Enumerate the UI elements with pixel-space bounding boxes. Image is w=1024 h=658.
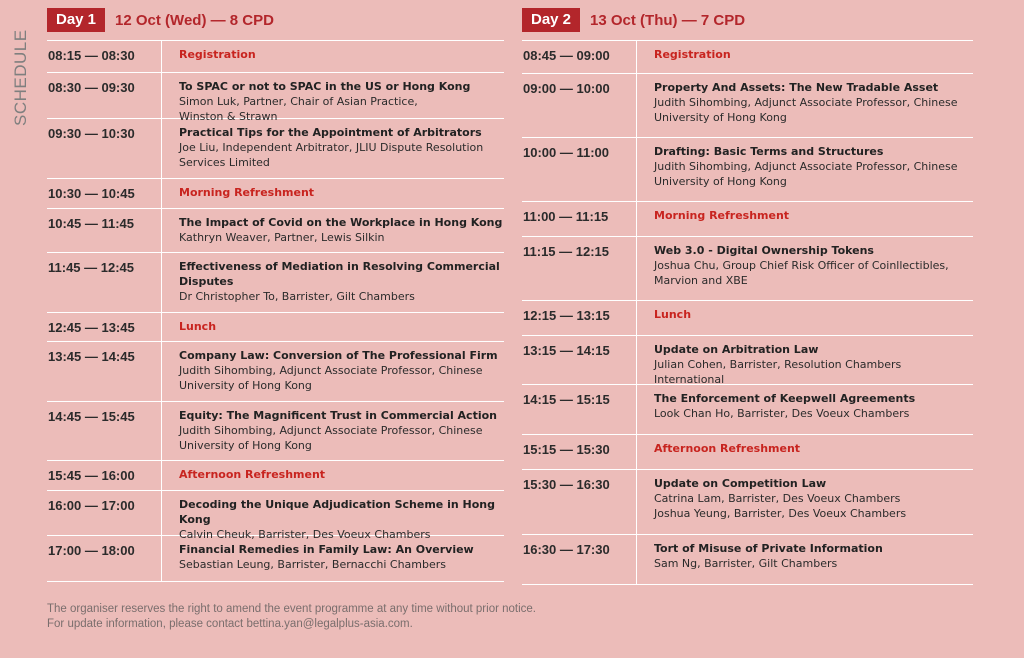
session-speaker: University of Hong Kong xyxy=(179,379,312,392)
session-details xyxy=(162,536,474,581)
session-title: Equity: The Magnificent Trust in Commercial Action xyxy=(179,409,497,422)
schedule-row xyxy=(47,73,504,123)
session-details xyxy=(637,435,800,469)
break-label: Lunch xyxy=(654,308,692,321)
session-speaker: Look Chan Ho, Barrister, Des Voeux Chambers xyxy=(654,407,910,420)
session-details xyxy=(637,470,906,534)
schedule-row xyxy=(47,40,504,73)
session-details xyxy=(162,402,497,460)
break-label: Morning Refreshment xyxy=(654,209,790,222)
session-time: 17:00 — 18:00 xyxy=(47,536,162,581)
schedule-row xyxy=(522,202,973,237)
session-time: 16:30 — 17:30 xyxy=(522,535,637,584)
schedule-row xyxy=(47,491,504,541)
session-details xyxy=(637,237,949,300)
schedule-row xyxy=(522,385,973,435)
schedule-row xyxy=(522,237,973,301)
disclaimer-note: The organiser reserves the right to amend the event programme at any time without prior notice. xyxy=(47,603,536,615)
session-title: Property And Assets: The New Tradable Asset xyxy=(654,81,939,94)
session-time: 13:45 — 14:45 xyxy=(47,342,162,401)
session-details xyxy=(637,301,691,335)
schedule-row xyxy=(522,336,973,385)
day1-badge: Day 1 xyxy=(47,8,105,32)
session-time: 08:15 — 08:30 xyxy=(47,41,162,72)
session-details xyxy=(637,336,973,384)
session-title: Decoding the Unique Adjudication Scheme in Hong Kong xyxy=(179,498,495,526)
session-time: 10:45 — 11:45 xyxy=(47,209,162,252)
session-time: 15:30 — 16:30 xyxy=(522,470,637,534)
session-title: Practical Tips for the Appointment of Arbitrators xyxy=(179,126,482,139)
break-label: Lunch xyxy=(179,320,217,333)
session-time: 14:45 — 15:45 xyxy=(47,402,162,460)
session-time: 09:30 — 10:30 xyxy=(47,119,162,178)
session-speaker: Joshua Chu, Group Chief Risk Officer of Coinllectibles, xyxy=(654,259,949,272)
session-speaker: Judith Sihombing, Adjunct Associate Professor, Chinese xyxy=(179,424,483,437)
schedule-row xyxy=(522,435,973,470)
schedule-row xyxy=(47,342,504,402)
break-label: Morning Refreshment xyxy=(179,186,315,199)
session-details xyxy=(637,202,789,236)
session-details xyxy=(162,209,502,252)
session-speaker: Dr Christopher To, Barrister, Gilt Chambers xyxy=(179,290,415,303)
schedule-row xyxy=(47,179,504,209)
session-title: To SPAC or not to SPAC in the US or Hong Kong xyxy=(179,80,471,93)
schedule-side-label: SCHEDULE xyxy=(11,29,30,126)
session-time: 13:15 — 14:15 xyxy=(522,336,637,384)
session-time: 12:45 — 13:45 xyxy=(47,313,162,341)
session-time: 14:15 — 15:15 xyxy=(522,385,637,434)
session-time: 11:15 — 12:15 xyxy=(522,237,637,300)
session-speaker: Marvion and XBE xyxy=(654,274,748,287)
session-details xyxy=(162,41,256,72)
schedule-row xyxy=(522,470,973,535)
footer-notes xyxy=(47,602,536,632)
day1-schedule-list xyxy=(47,40,504,582)
session-title: Update on Arbitration Law xyxy=(654,343,819,356)
day2-header xyxy=(522,8,973,32)
session-speaker: University of Hong Kong xyxy=(654,111,787,124)
session-time: 15:45 — 16:00 xyxy=(47,461,162,490)
schedule-row xyxy=(47,402,504,461)
session-details xyxy=(162,491,504,541)
session-title: The Impact of Covid on the Workplace in Hong Kong xyxy=(179,216,503,229)
session-time: 11:00 — 11:15 xyxy=(522,202,637,236)
schedule-row xyxy=(47,461,504,491)
session-details xyxy=(637,41,731,73)
session-details xyxy=(637,385,915,434)
schedule-row xyxy=(522,40,973,74)
session-speaker: Services Limited xyxy=(179,156,270,169)
session-speaker: Kathryn Weaver, Partner, Lewis Silkin xyxy=(179,231,385,244)
session-speaker: Sebastian Leung, Barrister, Bernacchi Chambers xyxy=(179,558,447,571)
session-time: 12:15 — 13:15 xyxy=(522,301,637,335)
contact-note: For update information, please contact bettina.yan@legalplus-asia.com. xyxy=(47,618,413,630)
session-title: Effectiveness of Mediation in Resolving Commercial Disputes xyxy=(179,260,500,288)
break-label: Registration xyxy=(654,48,731,61)
session-speaker: Judith Sihombing, Adjunct Associate Professor, Chinese xyxy=(654,160,958,173)
session-time: 10:00 — 11:00 xyxy=(522,138,637,201)
session-title: The Enforcement of Keepwell Agreements xyxy=(654,392,916,405)
session-speaker: Julian Cohen, Barrister, Resolution Chambers International xyxy=(654,358,902,386)
session-details xyxy=(162,179,314,208)
session-time: 16:00 — 17:00 xyxy=(47,491,162,535)
schedule-row xyxy=(522,138,973,202)
session-details xyxy=(637,74,958,137)
session-title: Tort of Misuse of Private Information xyxy=(654,542,883,555)
break-label: Afternoon Refreshment xyxy=(654,442,801,455)
session-speaker: Catrina Lam, Barrister, Des Voeux Chambers xyxy=(654,492,901,505)
session-details xyxy=(162,342,498,401)
day2-schedule-list xyxy=(522,40,973,585)
session-time: 11:45 — 12:45 xyxy=(47,253,162,312)
day2-column xyxy=(522,8,973,585)
session-time: 10:30 — 10:45 xyxy=(47,179,162,208)
schedule-row xyxy=(47,313,504,342)
schedule-row xyxy=(47,209,504,253)
session-time: 09:00 — 10:00 xyxy=(522,74,637,137)
session-details xyxy=(637,138,958,201)
session-title: Drafting: Basic Terms and Structures xyxy=(654,145,884,158)
schedule-row xyxy=(47,536,504,582)
schedule-row xyxy=(47,119,504,179)
session-time: 15:15 — 15:30 xyxy=(522,435,637,469)
session-title: Financial Remedies in Family Law: An Overview xyxy=(179,543,474,556)
session-time: 08:30 — 09:30 xyxy=(47,73,162,118)
session-details xyxy=(162,73,471,123)
session-details xyxy=(162,119,483,178)
session-speaker: Sam Ng, Barrister, Gilt Chambers xyxy=(654,557,838,570)
schedule-row xyxy=(47,253,504,313)
break-label: Afternoon Refreshment xyxy=(179,468,326,481)
day1-title: 12 Oct (Wed) — 8 CPD xyxy=(115,11,274,29)
session-speaker: University of Hong Kong xyxy=(179,439,312,452)
session-speaker: Calvin Cheuk, Barrister, Des Voeux Chambers xyxy=(179,528,431,541)
session-details xyxy=(637,535,883,584)
schedule-row xyxy=(522,74,973,138)
session-details xyxy=(162,253,504,312)
schedule-row xyxy=(522,301,973,336)
session-speaker: Joshua Yeung, Barrister, Des Voeux Chambers xyxy=(654,507,907,520)
session-details xyxy=(162,313,216,341)
break-label: Registration xyxy=(179,48,256,61)
session-title: Update on Competition Law xyxy=(654,477,827,490)
session-speaker: Winston & Strawn xyxy=(179,110,278,123)
session-speaker: Judith Sihombing, Adjunct Associate Professor, Chinese xyxy=(654,96,958,109)
session-speaker: Simon Luk, Partner, Chair of Asian Practice, xyxy=(179,95,418,108)
day2-badge: Day 2 xyxy=(522,8,580,32)
schedule-row xyxy=(522,535,973,585)
session-speaker: Judith Sihombing, Adjunct Associate Professor, Chinese xyxy=(179,364,483,377)
session-time: 08:45 — 09:00 xyxy=(522,41,637,73)
session-title: Company Law: Conversion of The Professional Firm xyxy=(179,349,498,362)
session-speaker: University of Hong Kong xyxy=(654,175,787,188)
session-title: Web 3.0 - Digital Ownership Tokens xyxy=(654,244,874,257)
day1-header xyxy=(47,8,504,32)
day1-column xyxy=(47,8,504,582)
session-speaker: Joe Liu, Independent Arbitrator, JLIU Dispute Resolution xyxy=(179,141,484,154)
session-details xyxy=(162,461,325,490)
day2-title: 13 Oct (Thu) — 7 CPD xyxy=(590,11,746,29)
